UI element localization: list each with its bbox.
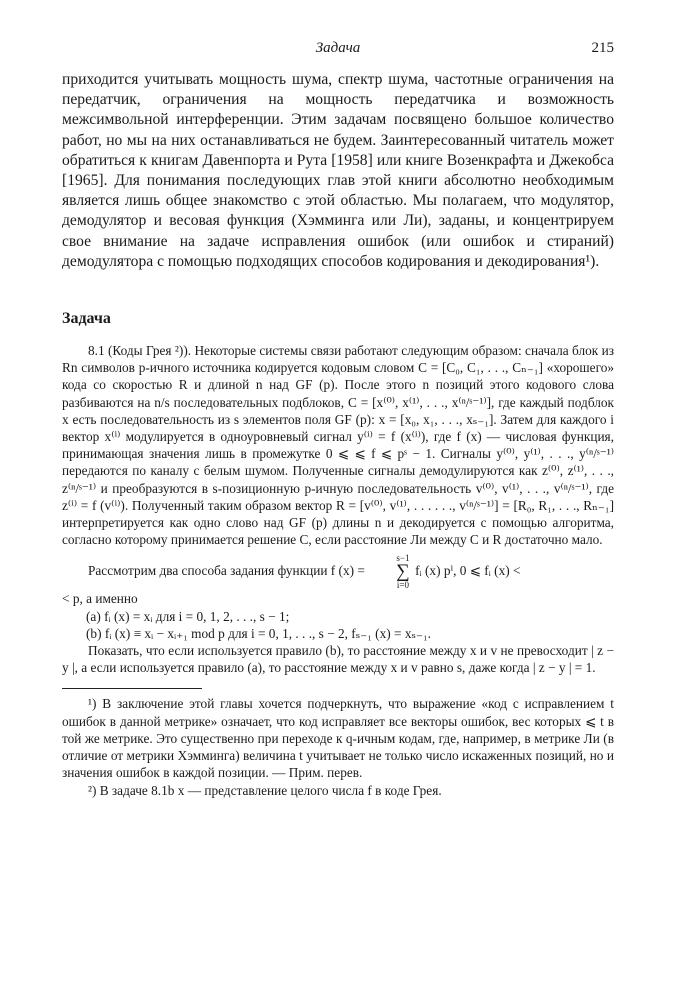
summation-symbol: ∑ <box>396 561 410 583</box>
intro-paragraph: приходится учитывать мощность шума, спектр шума, частотные ограничения на передатчик, ограничения на мощность передатчика и возможность межсимвольной интерференции. Этим задачам посвящено большое количество работ, но мы на них останавливаться не будем. Заинтересованный читатель может обратиться к книгам Давенпорта и Рута [1958] или книге Возенкрафта и Джекобса [1965]. Для понимания последующих глав этой книги абсолютно необходимым является лишь общее знакомство с этой областью. Мы полагаем, что модулятор, демодулятор и весовая функция (Хэмминга или Ли), заданы, и концентрируем свое внимание на задаче исправления ошибок (или ошибок и стираний) демодулятора с помощью подходящих способов кодирования и декодирования¹). <box>62 71 614 270</box>
rule-b: (b) fᵢ (x) ≡ xᵢ − xᵢ₊₁ mod p для i = 0, 1, . . ., s − 2, fₛ₋₁ (x) = xₛ₋₁. <box>86 625 431 641</box>
function-definition <box>62 554 614 590</box>
section-heading: Задача <box>62 310 111 328</box>
page <box>62 40 614 799</box>
problem-statement: 8.1 (Коды Грея ²)). Некоторые системы связи работают следующим образом: сначала блок из Rn символов p-ичного источника кодируется кодовым словом C = [C₀, C₁, . . ., Cₙ₋₁] «хорошего» кода со скоростью R и длиной n над GF (p). После этого n позиций этого кодового слова разбиваются на n/s последовательных подблоков, C = [x⁽⁰⁾, x⁽¹⁾, . . ., x⁽ⁿ/ˢ⁻¹⁾], где каждый подблок x есть последовательность из s элементов поля GF (p): x = [x₀, x₁, . . ., xₛ₋₁]. Затем для каждого i вектор x⁽ⁱ⁾ модулируется в одноуровневый сигнал y⁽ⁱ⁾ = f (x⁽ⁱ⁾), где f (x) — числовая функция, принимающая значения лишь в промежутке 0 ⩽ ⩽ f ⩽ pˢ − 1. Сигналы y⁽⁰⁾, y⁽¹⁾, . . ., y⁽ⁿ/ˢ⁻¹⁾ передаются по каналу с белым шумом. Полученные сигналы демодулируются как z⁽⁰⁾, z⁽¹⁾, . . ., z⁽ⁿ/ˢ⁻¹⁾ и преобразуются в s-позиционную p-ичную последовательность v⁽⁰⁾, v⁽¹⁾, . . ., v⁽ⁿ/ˢ⁻¹⁾, где z⁽ⁱ⁾ = f (v⁽ⁱ⁾). Полученный таким образом вектор R = [v⁽⁰⁾, v⁽¹⁾, . . . . . ., v⁽ⁿ/ˢ⁻¹⁾] = [R₀, R₁, . . ., Rₙ₋₁] интерпретируется как одно слово над GF (p) длины n и декодируется с помощью алгоритма, согласно которому принимается решение C, если расстояние Ли между C и R достаточно мало. <box>62 343 614 548</box>
function-definition-tail: fᵢ (x) pⁱ, 0 ⩽ fᵢ (x) < <box>415 563 521 579</box>
running-title: Задача <box>315 40 361 56</box>
footnote-1: ¹) В заключение этой главы хочется подчеркнуть, что выражение «код с исправлением t ошибок в данной метрике» означает, что код исправляет все векторы ошибок, вес которых ⩽ t в той же метрике. Это существенно при переходе к q-ичным кодам, где, например, в метрике Ли (в отличие от метрики Хэмминга) величина t учитывает не только число искаженных позиций, но и значения ошибок в каждой позиции. — Прим. перев. <box>62 696 614 781</box>
summation <box>370 554 410 590</box>
footnote-2: ²) В задаче 8.1b x — представление целого числа f в коде Грея. <box>88 782 442 798</box>
summation-upper-limit: s−1 <box>396 553 410 564</box>
function-definition-continuation: < p, а именно <box>62 591 138 607</box>
rule-a: (a) fᵢ (x) = xᵢ для i = 0, 1, 2, . . ., s − 1; <box>86 608 290 624</box>
summation-lower-limit: i=0 <box>396 580 409 591</box>
task-to-prove: Показать, что если используется правило (b), то расстояние между x и v не превосходит | z − y |, а если используется правило (a), то расстояние между x и v равно s, даже когда | z − y | = 1. <box>62 643 614 676</box>
function-definition-lead: Рассмотрим два способа задания функции f (x) = <box>88 563 365 579</box>
page-header <box>62 40 614 70</box>
page-number: 215 <box>591 40 614 56</box>
footnote-separator <box>62 688 202 689</box>
